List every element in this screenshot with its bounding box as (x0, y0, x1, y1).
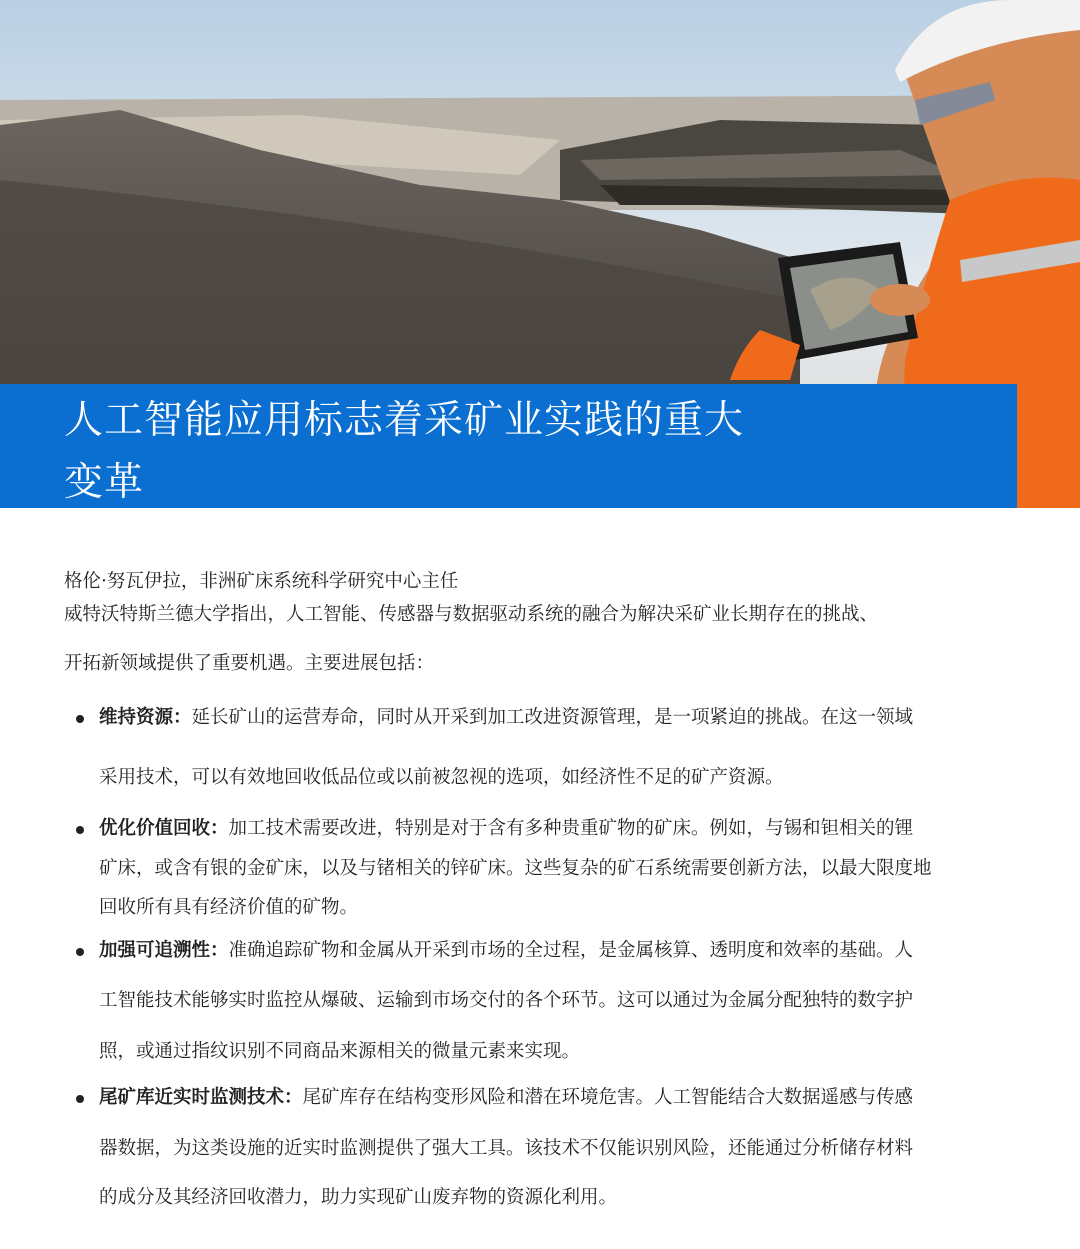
title-line-2: 变革 (64, 460, 145, 505)
list-item-1-line-1: 维持资源：延长矿山的运营寿命，同时从开采到加工改进资源管理，是一项紧迫的挑战。在这一领域 (99, 707, 914, 728)
list-item-3-term: 加强可追溯性 (99, 940, 211, 961)
list-item-4-line-3: 的成分及其经济回收潜力，助力实现矿山废弃物的资源化利用。 (99, 1187, 618, 1208)
byline: 格伦·努瓦伊拉，非洲矿床系统科学研究中心主任 (64, 571, 459, 592)
list-item-2-line-1: 优化价值回收：加工技术需要改进，特别是对于含有多种贵重矿物的矿床。例如，与锡和钽相关的锂 (99, 818, 914, 839)
list-item-2-line-3: 回收所有具有经济价值的矿物。 (99, 897, 359, 918)
bullet-dot (76, 1095, 84, 1103)
list-item-4-term: 尾矿库近实时监测技术 (99, 1087, 285, 1108)
list-item-2-term: 优化价值回收 (99, 818, 211, 839)
intro-line-1: 威特沃特斯兰德大学指出，人工智能、传感器与数据驱动系统的融合为解决采矿业长期存在的挑战、 (64, 604, 879, 625)
bullet-dot (76, 948, 84, 956)
list-item-1-line-2: 采用技术，可以有效地回收低品位或以前被忽视的选项，如经济性不足的矿产资源。 (99, 767, 784, 788)
list-item-4-line-1: 尾矿库近实时监测技术：尾矿库存在结构变形风险和潜在环境危害。人工智能结合大数据遥感与传感 (99, 1087, 914, 1108)
page-title (64, 390, 964, 514)
list-item-4-line-2: 器数据，为这类设施的近实时监测提供了强大工具。该技术不仅能识别风险，还能通过分析储存材料 (99, 1138, 914, 1159)
list-item-3-line-2: 工智能技术能够实时监控从爆破、运输到市场交付的各个环节。这可以通过为金属分配独特的数字护 (99, 990, 914, 1011)
list-item-3-line-3: 照，或通过指纹识别不同商品来源相关的微量元素来实现。 (99, 1041, 581, 1062)
list-item-1-term: 维持资源 (99, 707, 174, 728)
list-item-3-line-1: 加强可追溯性：准确追踪矿物和金属从开采到市场的全过程，是金属核算、透明度和效率的基础。人 (99, 940, 914, 961)
bullet-dot (76, 715, 84, 723)
list-item-2-line-2: 矿床，或含有银的金矿床，以及与锗相关的锌矿床。这些复杂的矿石系统需要创新方法，以最大限度地 (99, 858, 932, 879)
bullet-dot (76, 826, 84, 834)
intro-line-2: 开拓新领域提供了重要机遇。主要进展包括： (64, 653, 435, 674)
title-line-1: 人工智能应用标志着采矿业实践的重大 (64, 398, 745, 443)
